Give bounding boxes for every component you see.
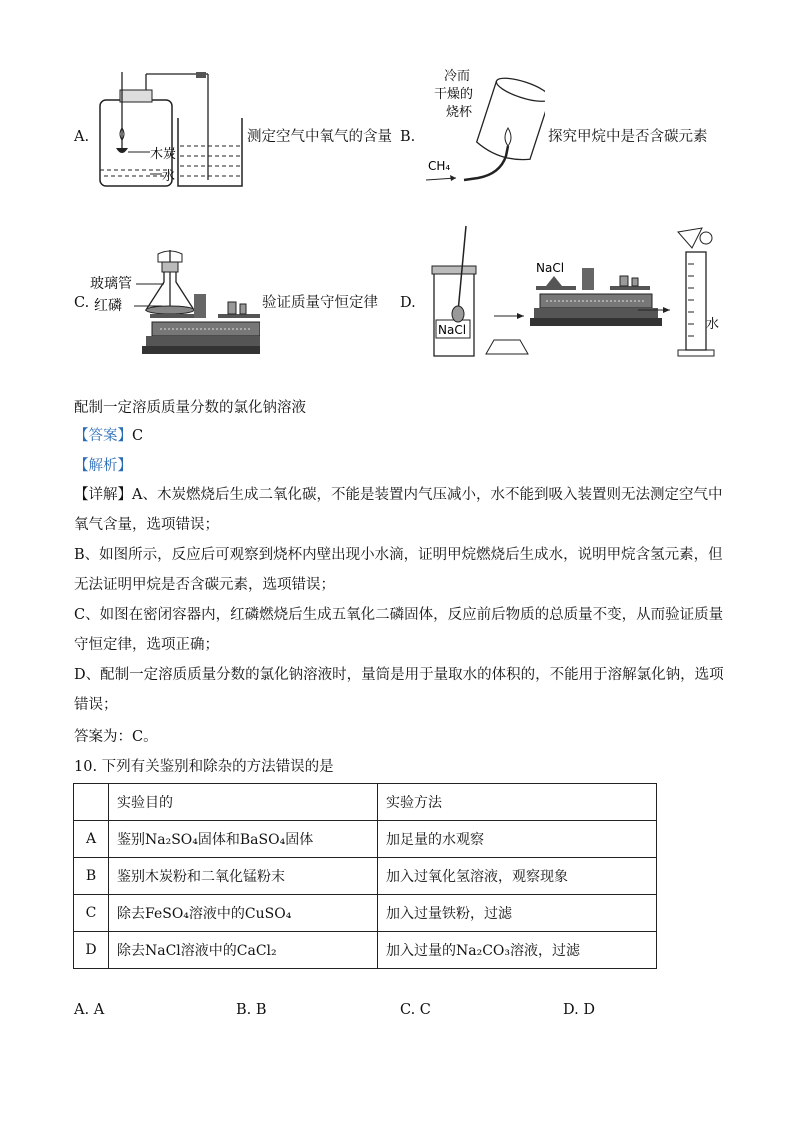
figure-c-label-glass-tube: 玻璃管 [90,276,132,292]
table-row [74,932,657,969]
figure-b-apparatus [420,66,545,192]
figure-d-label-nacl-bottle: NaCl [438,323,467,337]
figure-a-label-water: 水 [162,169,176,184]
table-cell-method: 加入过量铁粉，过滤 [378,895,657,932]
detail-tag: 【详解】 [74,487,132,503]
figure-d-caption: 配制一定溶质质量分数的氯化钠溶液 [74,400,306,416]
option-d[interactable]: D. D [563,1002,595,1018]
figure-b-label-line2: 干燥的 [434,87,474,102]
explanation-a-text: A、木炭燃烧后生成二氧化碳，不能是装置内气压减小，水不能到吸入装置则无法测定空气中氧气含量，选项错误； [74,487,723,533]
figure-c-apparatus [90,248,260,368]
figure-c-caption: 验证质量守恒定律 [262,295,378,311]
table-header-row [74,784,657,821]
table-cell-method: 加入过氧化氢溶液，观察现象 [378,858,657,895]
table-cell-purpose: 除去NaCl溶液中的CaCl₂ [109,932,378,969]
option-c[interactable]: C. C [400,1002,431,1018]
figure-b-letter: B. [400,129,416,145]
figure-c-label-red-phosphorus: 红磷 [94,298,122,314]
explanation-c: C、如图在密闭容器内，红磷燃烧后生成五氧化二磷固体，反应前后物质的总质量不变，从而验证质量守恒定律，选项正确； [74,607,724,653]
table-cell-id: D [74,932,109,969]
explanation-conclusion: 答案为：C。 [74,729,158,745]
figure-d-label-nacl-pan: NaCl [536,261,565,275]
table-row [74,821,657,858]
figure-d-label-water: 水 [706,317,720,332]
figure-a-caption: 测定空气中氧气的含量 [247,129,392,145]
table-header-cell [74,784,109,821]
question-10-table [73,783,657,969]
option-b[interactable]: B. B [236,1002,267,1018]
figure-a-letter: A. [74,129,90,145]
figure-a-label-charcoal: 木炭 [150,147,177,162]
table-cell-purpose: 鉴别Na₂SO₄固体和BaSO₄固体 [109,821,378,858]
figure-b-caption: 探究甲烷中是否含碳元素 [548,129,708,145]
figure-c-letter: C. [74,295,90,311]
answer-value: C [132,428,144,444]
explanation-d: D、配制一定溶质质量分数的氯化钠溶液时，量筒是用于量取水的体积的，不能用于溶解氯化钠，选项错误； [74,667,724,713]
table-header-cell: 实验方法 [378,784,657,821]
explanation-b: B、如图所示，反应后可观察到烧杯内壁出现小水滴，证明甲烷燃烧后生成水，说明甲烷含氢元素，但无法证明甲烷是否含碳元素，选项错误； [74,547,723,593]
figure-a-apparatus [92,68,244,194]
table-header-cell: 实验目的 [109,784,378,821]
table-cell-purpose: 除去FeSO₄溶液中的CuSO₄ [109,895,378,932]
table-cell-id: A [74,821,109,858]
figure-d-apparatus [424,224,724,368]
explanation-a [74,480,724,540]
table-cell-purpose: 鉴别木炭粉和二氧化锰粉末 [109,858,378,895]
figure-b-label-gas: CH₄ [428,159,451,173]
answer-line [74,426,143,446]
figure-b-label-line1: 冷而 [444,69,471,84]
table-cell-method: 加入过量的Na₂CO₃溶液，过滤 [378,932,657,969]
answer-tag: 【答案】 [74,428,132,444]
table-cell-id: B [74,858,109,895]
table-row [74,895,657,932]
figure-b-label-line3: 烧杯 [446,105,473,120]
table-cell-method: 加足量的水观察 [378,821,657,858]
table-row [74,858,657,895]
option-a[interactable]: A. A [74,1002,105,1018]
analysis-tag: 【解析】 [74,458,132,474]
table-cell-id: C [74,895,109,932]
question-10-stem: 10. 下列有关鉴别和除杂的方法错误的是 [74,759,334,775]
figure-d-letter: D. [400,295,416,311]
